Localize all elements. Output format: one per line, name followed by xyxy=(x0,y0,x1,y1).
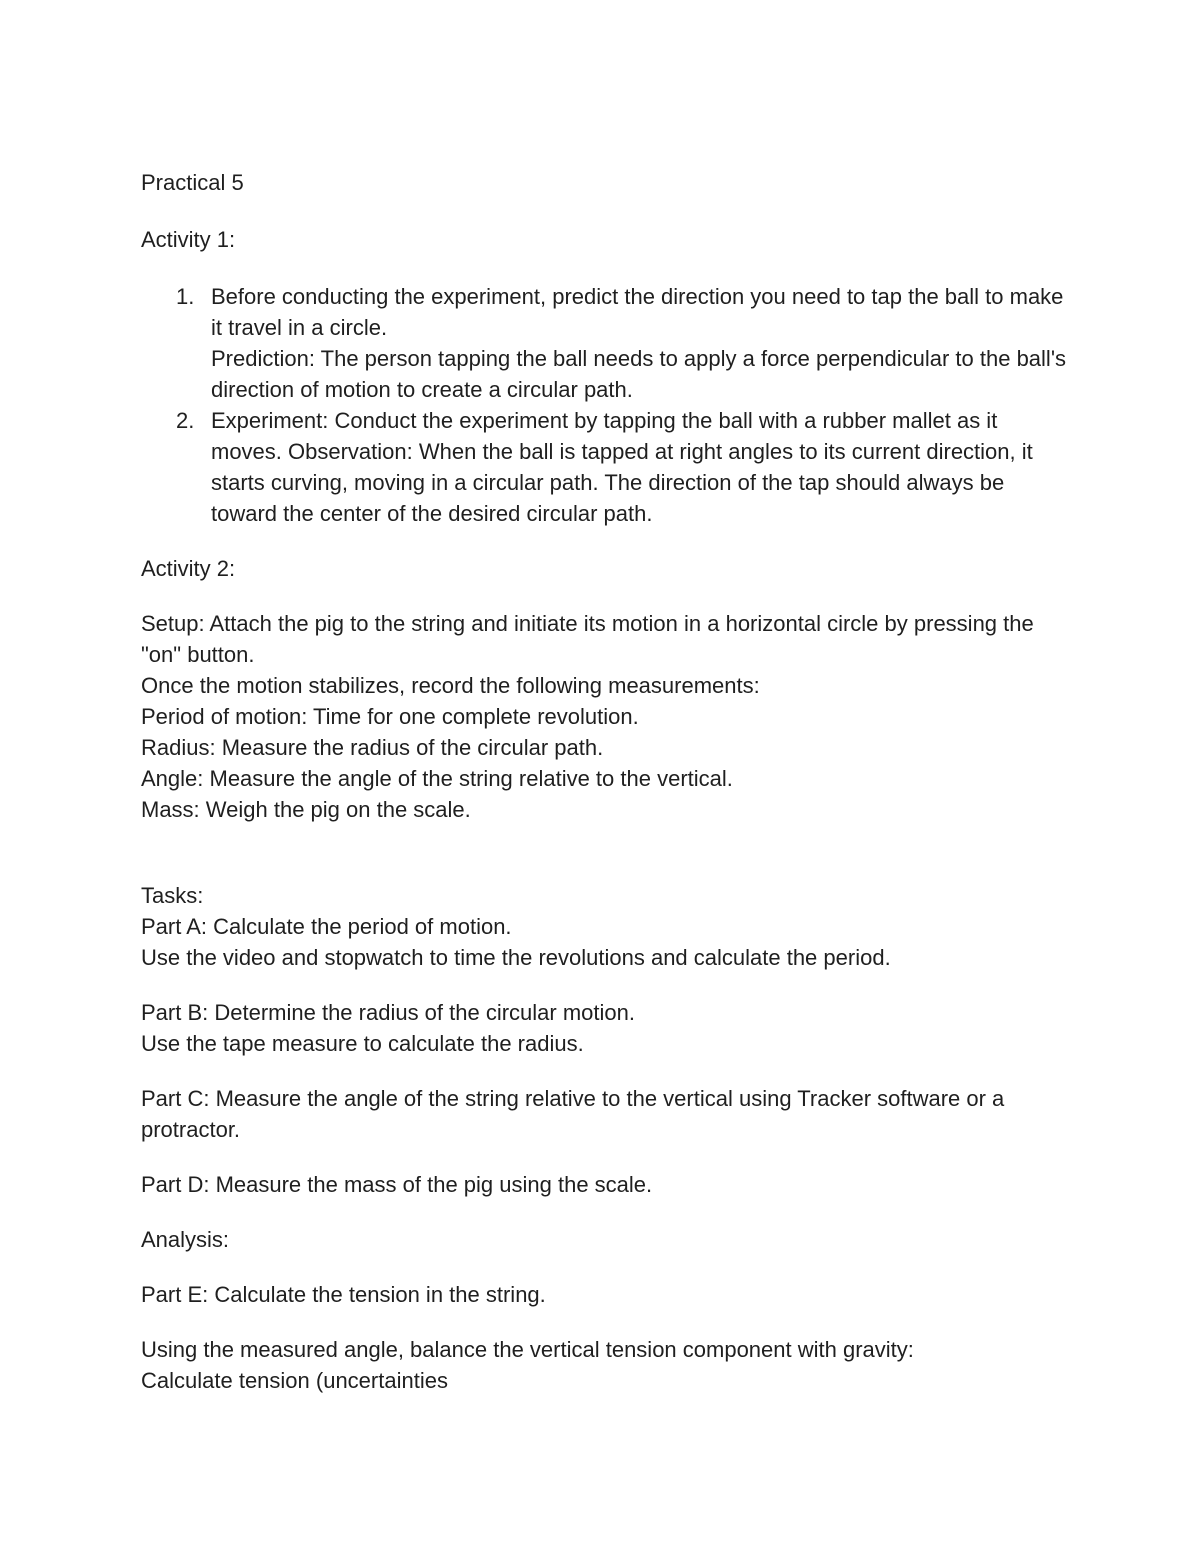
list-item-text: Experiment: Conduct the experiment by tapping the ball with a rubber mallet as it moves. Observation: When the ball is tapped at right angles to its current direction, it starts curving, moving in a circular path. The direction of the tap should always be toward the center of the desired circular path. xyxy=(211,408,1033,526)
part-a-heading: Part A: Calculate the period of motion. xyxy=(141,914,512,939)
part-c-text: Part C: Measure the angle of the string relative to the vertical using Tracker software or a protractor. xyxy=(141,1086,1005,1142)
prediction-text: Prediction: The person tapping the ball needs to apply a force perpendicular to the ball's direction of motion to create a circular path. xyxy=(211,346,1067,402)
document-body xyxy=(141,167,1071,1396)
part-a-detail: Use the video and stopwatch to time the revolutions and calculate the period. xyxy=(141,945,891,970)
activity-1-heading: Activity 1: xyxy=(141,227,236,252)
analysis-heading: Analysis: xyxy=(141,1227,230,1252)
setup-text: Setup: Attach the pig to the string and initiate its motion in a horizontal circle by pressing the "on" button. xyxy=(141,611,1034,667)
measurement-radius: Radius: Measure the radius of the circular path. xyxy=(141,735,604,760)
analysis-line-1: Using the measured angle, balance the vertical tension component with gravity: xyxy=(141,1337,914,1362)
part-b-detail: Use the tape measure to calculate the radius. xyxy=(141,1031,584,1056)
part-e-text: Part E: Calculate the tension in the string. xyxy=(141,1282,546,1307)
measurement-angle: Angle: Measure the angle of the string relative to the vertical. xyxy=(141,766,733,791)
list-item xyxy=(141,281,1071,405)
activity-2-heading: Activity 2: xyxy=(141,556,236,581)
part-d-text: Part D: Measure the mass of the pig using the scale. xyxy=(141,1172,653,1197)
list-number: 2. xyxy=(176,408,195,433)
analysis-line-2: Calculate tension (uncertainties xyxy=(141,1368,448,1393)
measurement-period: Period of motion: Time for one complete revolution. xyxy=(141,704,639,729)
list-number: 1. xyxy=(176,284,195,309)
part-b-heading: Part B: Determine the radius of the circular motion. xyxy=(141,1000,635,1025)
list-item xyxy=(141,405,1071,529)
measurement-intro: Once the motion stabilizes, record the following measurements: xyxy=(141,673,760,698)
measurement-mass: Mass: Weigh the pig on the scale. xyxy=(141,797,471,822)
activity-1-list xyxy=(141,281,1071,529)
tasks-heading: Tasks: xyxy=(141,883,204,908)
document-title: Practical 5 xyxy=(141,170,244,195)
list-item-text: Before conducting the experiment, predict the direction you need to tap the ball to make it travel in a circle. xyxy=(211,284,1064,340)
